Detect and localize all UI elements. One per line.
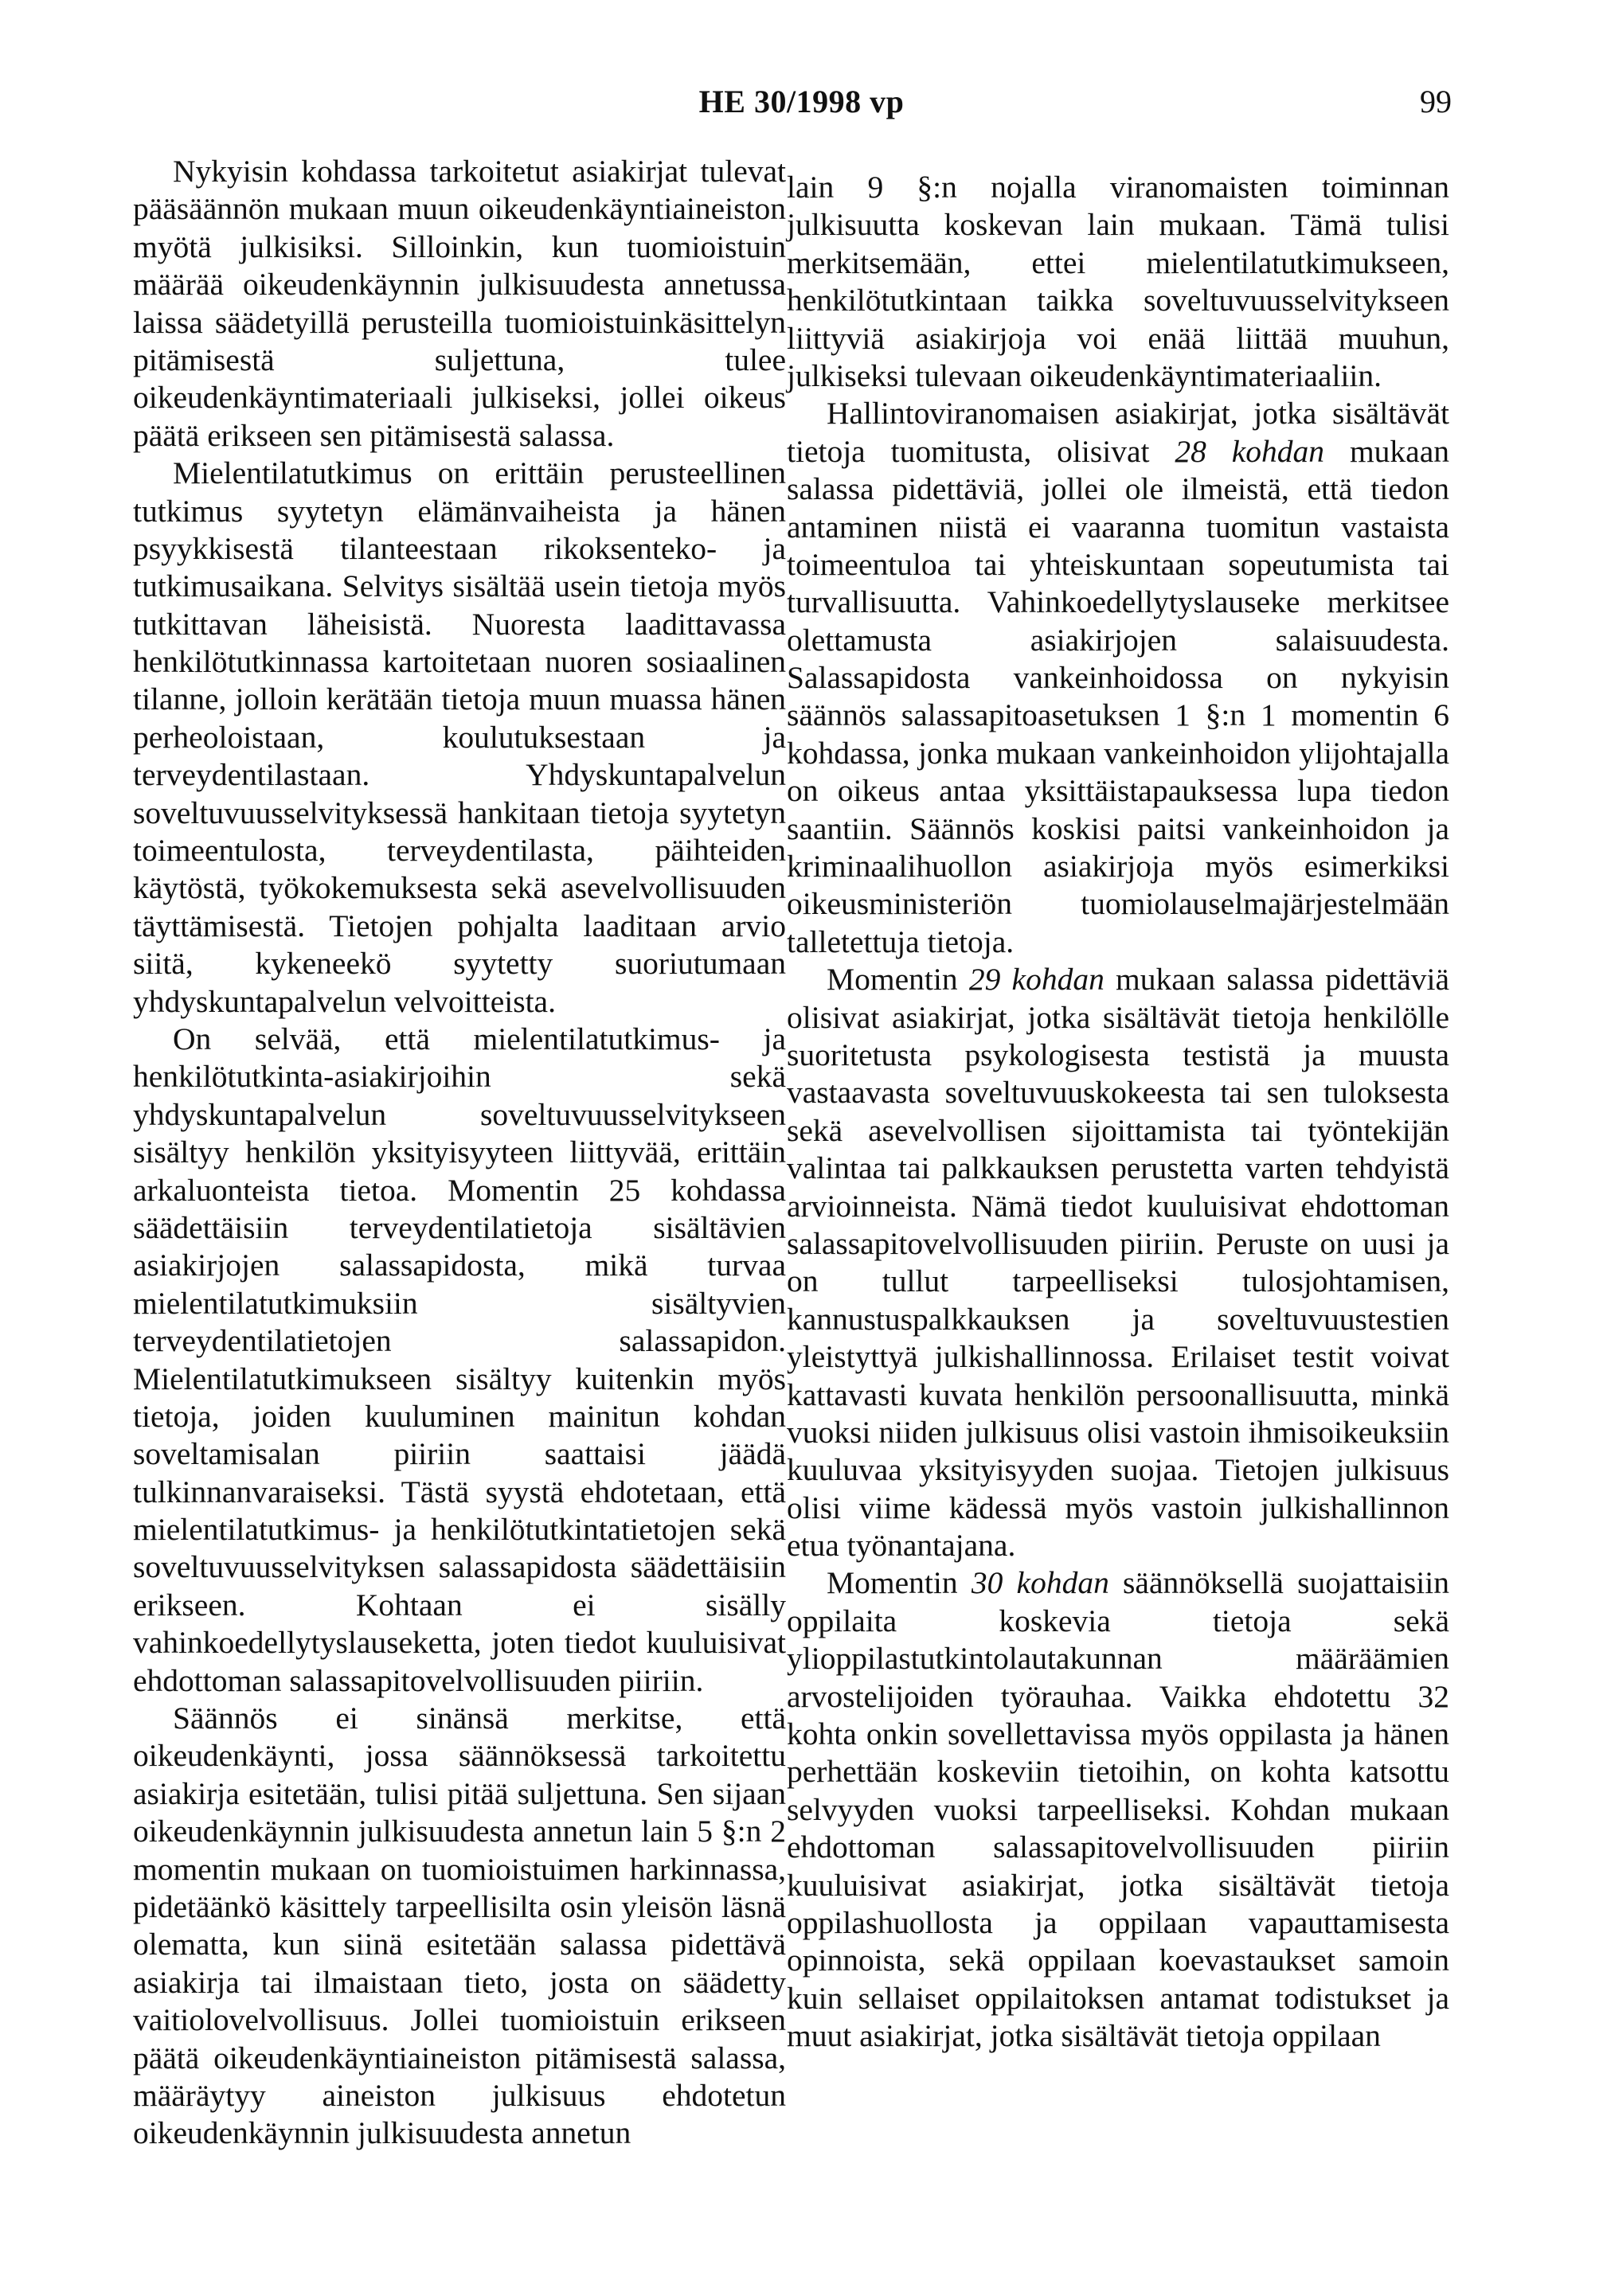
paragraph-continuation: lain 9 §:n nojalla viranomaisten toiminnan julkisuutta koskevan lain mukaan. Tämä tulisi merkitsemään, ettei mielentilatutkimukseen, henkilötutkintaan taikka soveltuvuusselvitykseen liittyviä asiakirjoja voi enää liittää muuhun, julkiseksi tulevaan oikeudenkäyntimateriaaliin. bbox=[787, 170, 1449, 393]
paragraph bbox=[787, 395, 1449, 961]
paragraph: On selvää, että mielentilatutkimus- ja henkilötutkinta-asiakirjoihin sekä yhdyskuntapalvelun soveltuvuusselvitykseen sisältyy henkilön yksityisyyteen liittyvää, erittäin arkaluonteista tietoa. Momentin 25 kohdassa säädettäisiin terveydentilatietoja sisältävien asiakirjojen salassapidosta, mikä turvaa mielentilatutkimuksiin sisältyvien terveydentilatietojen salassapidon. Mielentilatutkimukseen sisältyy kuitenkin myös tietoja, joiden kuuluminen mainitun kohdan soveltamisalan piiriin saattaisi jäädä tulkinnanvaraiseksi. Tästä syystä ehdotetaan, että mielentilatutkimus- ja henkilötutkintatietojen sekä soveltuvuusselvityksen salassapidosta säädettäisiin erikseen. Kohtaan ei sisälly vahinkoedellytyslauseketta, joten tiedot kuuluisivat ehdottoman salassapitovelvollisuuden piiriin. bbox=[133, 1021, 786, 1698]
paragraph-text: Momentin bbox=[827, 962, 969, 998]
italic-reference: 30 kohdan bbox=[971, 1565, 1109, 1601]
document-header-title: HE 30/1998 vp bbox=[698, 84, 905, 119]
paragraph-text: mukaan salassa pidettäviä, jollei ole ilmeistä, että tiedon antaminen niistä ei vaaranna tuomitun vastaista toimeentuloa tai yhteiskuntaan sopeutumista tai turvallisuutta. Vahinkoedellytyslauseke merkitsee olettamusta asiakirjojen salaisuudesta. Salassapidosta vankeinhoidossa on nykyisin säännös salassapitoasetuksen 1 §:n 1 momentin 6 kohdassa, jonka mukaan vankeinhoidon ylijohtajalla on oikeus antaa yksittäistapauksessa lupa tiedon saantiin. Säännös koskisi paitsi vankeinhoidon ja kriminaalihuollon asiakirjoja myös esimerkiksi oikeusministeriön tuomiolauselmajärjestelmään talletettuja tietoja. bbox=[787, 433, 1449, 959]
italic-reference: 29 kohdan bbox=[968, 962, 1105, 998]
italic-reference: 28 kohdan bbox=[1175, 433, 1325, 469]
paragraph bbox=[787, 961, 1449, 1564]
paragraph-text: säännöksellä suojattaisiin oppilaita koskevia tietoja sekä ylioppilastutkintolautakunnan määräämien arvostelijoiden työrauhaa. Vaikka ehdotettu 32 kohta onkin sovellettavissa myös oppilasta ja hänen perhettään koskeviin tietoihin, on kohta katsottu selvyyden vuoksi tarpeelliseksi. Kohdan mukaan ehdottoman salassapitovelvollisuuden piiriin kuuluisivat asiakirjat, jotka sisältävät tietoja oppilashuollosta ja oppilaan vapauttamisesta opinnoista, sekä oppilaan koevastaukset samoin kuin sellaiset oppilaitoksen antamat todistukset ja muut asiakirjat, jotka sisältävät tietoja oppilaan bbox=[787, 1565, 1449, 2054]
paragraph bbox=[787, 1564, 1449, 2055]
paragraph: Säännös ei sinänsä merkitse, että oikeudenkäynti, jossa säännöksessä tarkoitettu asiakirja esitetään, tulisi pitää suljettuna. Sen sijaan oikeudenkäynnin julkisuudesta annetun lain 5 §:n 2 momentin mukaan on tuomioistuimen harkinnassa, pidetäänkö käsittely tarpeellisilta osin yleisön läsnä olematta, kun siinä esitetään salassa pidettävä asiakirja tai ilmaistaan tieto, josta on säädetty vaitiolovelvollisuus. Jollei tuomioistuin erikseen päätä oikeudenkäyntiaineiston pitämisestä salassa, määräytyy aineiston julkisuus ehdotetun oikeudenkäynnin julkisuudesta annetun bbox=[133, 1701, 786, 2151]
left-text-column bbox=[133, 153, 786, 2153]
right-text-column bbox=[787, 169, 1449, 2056]
paragraph: Mielentilatutkimus on erittäin perusteellinen tutkimus syytetyn elämänvaiheista ja hänen psyykkisestä tilanteestaan rikoksenteko- ja tutkimusaikana. Selvitys sisältää usein tietoja myös tutkittavan läheisistä. Nuoresta laadittavassa henkilötutkinnassa kartoitetaan nuoren sosiaalinen tilanne, jolloin kerätään tietoja muun muassa hänen perheoloistaan, koulutuksestaan ja terveydentilastaan. Yhdyskuntapalvelun soveltuvuusselvityksessä hankitaan tietoja syytetyn toimeentulosta, terveydentilasta, päihteiden käytöstä, työkokemuksesta sekä asevelvollisuuden täyttämisestä. Tietojen pohjalta laaditaan arvio siitä, kykeneekö syytetty suoriutumaan yhdyskuntapalvelun velvoitteista. bbox=[133, 455, 786, 1019]
paragraph-text: mukaan salassa pidettäviä olisivat asiakirjat, jotka sisältävät tietoja henkilölle suoritetusta psykologisesta testistä ja muusta vastaavasta soveltuvuuskokeesta tai sen tuloksesta sekä asevelvollisen sijoittamista tai työntekijän valintaa tai palkkauksen perustetta varten tehdyistä arvioinneista. Nämä tiedot kuuluisivat ehdottoman salassapitovelvollisuuden piiriin. Peruste on uusi ja on tullut tarpeelliseksi tulosjohtamisen, kannustuspalkkauksen ja soveltuvuustestien yleistyttyä julkishallinnossa. Erilaiset testit voivat kattavasti kuvata henkilön persoonallisuutta, minkä vuoksi niiden julkisuus olisi vastoin ihmisoikeuksiin kuuluvaa yksityisyyden suojaa. Tietojen julkisuus olisi viime kädessä myös vastoin julkishallinnon etua työnantajana. bbox=[787, 962, 1449, 1564]
page-number: 99 bbox=[1420, 84, 1452, 119]
paragraph: Nykyisin kohdassa tarkoitetut asiakirjat tulevat pääsäännön mukaan muun oikeudenkäyntiaineiston myötä julkisiksi. Silloinkin, kun tuomioistuin määrää oikeudenkäynnin julkisuudesta annetussa laissa säädetyillä perusteilla tuomioistuinkäsittelyn pitämisestä suljettuna, tulee oikeudenkäyntimateriaali julkiseksi, jollei oikeus päätä erikseen sen pitämisestä salassa. bbox=[133, 154, 786, 453]
paragraph-text: Hallintoviranomaisen asiakirjat, jotka sisältävät tietoja tuomitusta, olisivat bbox=[787, 396, 1449, 469]
paragraph-text: Momentin bbox=[827, 1565, 972, 1601]
